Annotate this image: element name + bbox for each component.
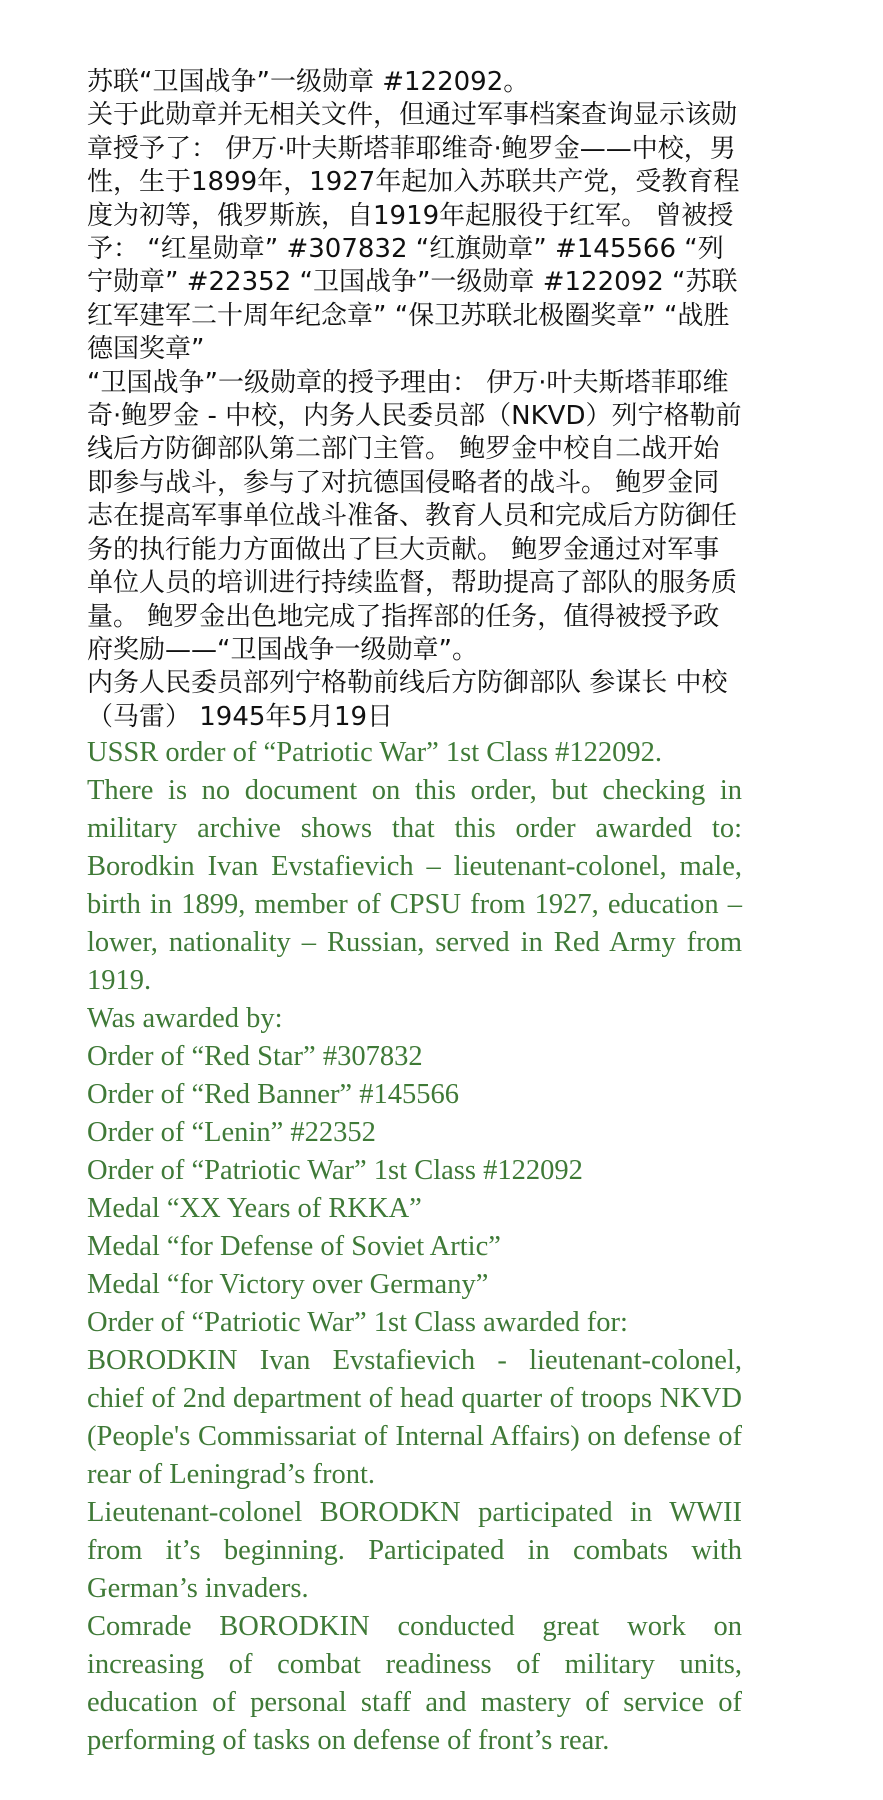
- english-title: USSR order of “Patriotic War” 1st Class #122092.: [87, 737, 663, 769]
- award-item: Medal “XX Years of RKKA”: [87, 1193, 422, 1225]
- reason-paragraph: Comrade BORODKIN conducted great work on increasing of combat readiness of military units, education of personal staff and mastery of service of performing of tasks on defense of front’s rear.: [87, 1611, 742, 1757]
- reason-paragraph: BORODKIN Ivan Evstafievich - lieutenant-colonel, chief of 2nd department of head quarter of troops NKVD (People's Commissariat of Internal Affairs) on defense of rear of Leningrad’s front.: [87, 1345, 742, 1491]
- reason-heading: Order of “Patriotic War” 1st Class awarded for:: [87, 1307, 628, 1339]
- award-item: Order of “Patriotic War” 1st Class #122092: [87, 1155, 583, 1187]
- chinese-signature: 内务人民委员部列宁格勒前线后方防御部队 参谋长 中校（马雷） 1945年5月19日: [87, 668, 728, 732]
- chinese-paragraph: 关于此勋章并无相关文件，但通过军事档案查询显示该勋章授予了： 伊万·叶夫斯塔菲耶维奇·鲍罗金——中校，男性，生于1899年，1927年起加入苏联共产党，受教育程度为初等，俄罗斯族，自1919年起服役于红军。 曾被授予： “红星勋章” #307832 “红旗勋章” #145566 “列宁勋章” #22352 “卫国战争”一级勋章 #122092 “苏联红军建军二十周年纪念章” “保卫苏联北极圈奖章” “战胜德国奖章”: [87, 100, 740, 365]
- award-item: Order of “Red Banner” #145566: [87, 1079, 459, 1111]
- document-body: [87, 66, 742, 1760]
- awards-heading: Was awarded by:: [87, 1003, 283, 1035]
- english-section: [87, 734, 742, 1760]
- award-item: Medal “for Defense of Soviet Artic”: [87, 1231, 501, 1263]
- award-item: Order of “Lenin” #22352: [87, 1117, 376, 1149]
- reason-paragraph: Lieutenant-colonel BORODKN participated in WWII from it’s beginning. Participated in combats with German’s invaders.: [87, 1497, 742, 1605]
- award-item: Medal “for Victory over Germany”: [87, 1269, 489, 1301]
- chinese-section: [87, 66, 742, 734]
- chinese-paragraph: “卫国战争”一级勋章的授予理由： 伊万·叶夫斯塔菲耶维奇·鲍罗金 - 中校，内务人民委员部（NKVD）列宁格勒前线后方防御部队第二部门主管。 鲍罗金中校自二战开始即参与战斗，参与了对抗德国侵略者的战斗。 鲍罗金同志在提高军事单位战斗准备、教育人员和完成后方防御任务的执行能力方面做出了巨大贡献。 鲍罗金通过对军事单位人员的培训进行持续监督，帮助提高了部队的服务质量。 鲍罗金出色地完成了指挥部的任务，值得被授予政府奖励——“卫国战争一级勋章”。: [87, 367, 742, 665]
- english-intro: There is no document on this order, but checking in military archive shows that this order awarded to: Borodkin Ivan Evstafievich – lieutenant-colonel, male, birth in 1899, member of CPSU from 1927, education – lower, nationality – Russian, served in Red Army from 1919.: [87, 775, 742, 997]
- award-item: Order of “Red Star” #307832: [87, 1041, 423, 1073]
- awards-list: [87, 1000, 742, 1342]
- chinese-title: 苏联“卫国战争”一级勋章 #122092。: [87, 67, 530, 97]
